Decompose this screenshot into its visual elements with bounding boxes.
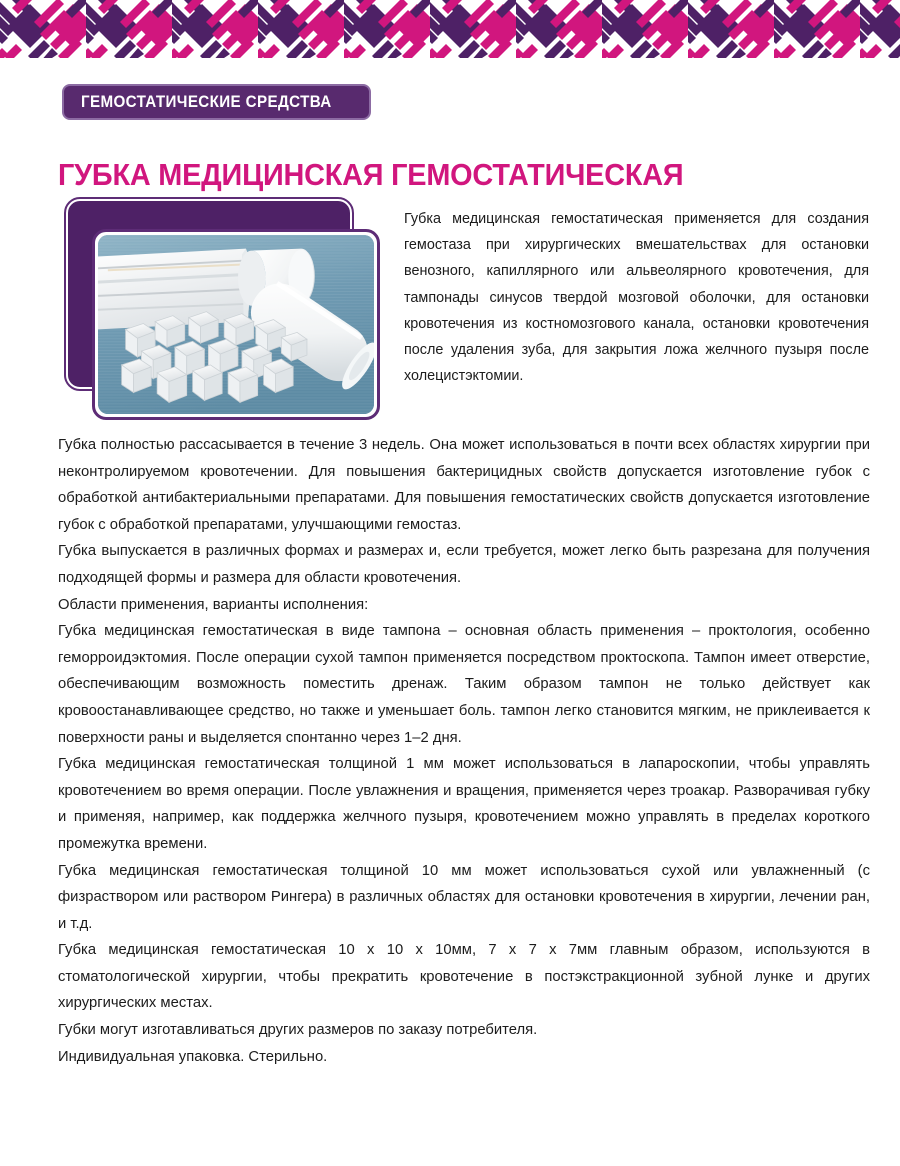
body-paragraph: Губка медицинская гемостатическая в виде тампона – основная область применения – проктология, особенно геморроидэктомия. После операции сухой тампон применяется посредством проктоскопа. Тампон имеет отверстие, обеспечивающим возможность поместить дренаж. Таким образом тампон не только действует как кровоостанавливающее средство, но также и уменьшает боль. тампон легко становится мягким, не приклеивается к поверхности раны и выделяется спонтанно через 1–2 дня. [58, 623, 870, 746]
pattern-fill [0, 0, 900, 62]
body-paragraph: Губки могут изготавливаться других размеров по заказу потребителя. [58, 1022, 538, 1039]
body-paragraph: Индивидуальная упаковка. Стерильно. [58, 1048, 328, 1065]
body-paragraph: Области применения, варианты исполнения: [58, 596, 369, 613]
body-paragraph: Губка медицинская гемостатическая толщиной 10 мм может использоваться сухой или увлажненный (с физраствором или раствором Рингера) в различных областях для остановки кровотечения в хирургии, лечении ран, и т.д. [58, 862, 870, 932]
pattern-bottom-mask [0, 58, 900, 62]
body-text-block [58, 432, 870, 1070]
body-paragraph: Губка выпускается в различных формах и размерах и, если требуется, может легко быть разрезана для получения подходящей формы и размера для области кровотечения. [58, 543, 870, 586]
photo-frame [92, 229, 380, 420]
photo-illustration [98, 235, 374, 414]
body-paragraph: Губка медицинская гемостатическая толщиной 1 мм может использоваться в лапароскопии, чтобы управлять кровотечением во время операции. После увлажнения и вращения, применяется через троакар. Разворачивая губку и применяя, например, как поддержка желчного пузыря, кровотечением можно управлять в пределах короткого промежутка времени. [58, 756, 870, 852]
category-badge [62, 84, 371, 120]
page-title: ГУБКА МЕДИЦИНСКАЯ ГЕМОСТАТИЧЕСКАЯ [58, 156, 684, 192]
product-photo [98, 235, 374, 414]
body-paragraph: Губка полностью рассасывается в течение 3 недель. Она может использоваться в почти всех областях хирургии при неконтролируемом кровотечении. Для повышения бактерицидных свойств допускается изготовление губок с обработкой антибактериальными препаратами. Для повышения гемостатических свойств допускается изготовление губок с обработкой препаратами, улучшающими гемостаз. [58, 437, 870, 533]
product-photo-block [66, 199, 380, 420]
lead-paragraph: Губка медицинская гемостатическая применяется для создания гемостаза при хирургических вмешательствах для остановки венозного, капиллярного или альвеолярного кровотечения, для тампонады синусов твердой мозговой оболочки, для остановки кровотечения из костномозгового канала, остановки кровотечения после удаления зуба, для закрытия ложа желчного пузыря после холецистэктомии. [404, 211, 869, 385]
body-paragraph: Губка медицинская гемостатическая 10 х 10 х 10мм, 7 х 7 х 7мм главным образом, используются в стоматологической хирургии, чтобы прекратить кровотечение в постэкстракционной зубной лунке и других хирургических местах. [58, 942, 870, 1012]
category-badge-label: ГЕМОСТАТИЧЕСКИЕ СРЕДСТВА [81, 92, 332, 111]
decorative-pattern-band [0, 0, 900, 62]
pattern-svg [0, 0, 900, 62]
